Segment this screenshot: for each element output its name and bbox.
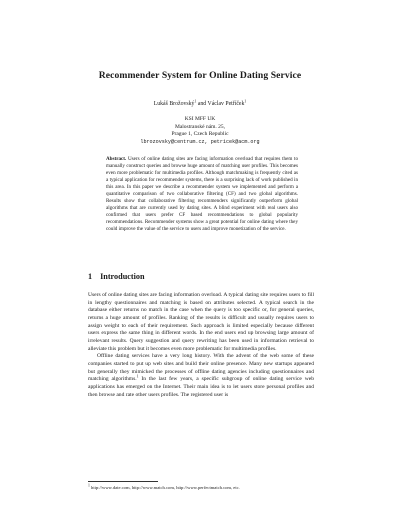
author-conjunction: and — [196, 101, 208, 107]
paragraph-text: In the last few years, a specific subgroup of online dating service web applications has emerged on the Internet. Their main idea is to let users store personal profiles and then browse and rate other users profiles. The registered user is — [88, 376, 314, 398]
footnote-mark: 1 — [88, 483, 90, 488]
affiliation-mark: 1 — [194, 99, 197, 104]
section-body — [88, 292, 314, 399]
footnote-divider — [88, 481, 158, 482]
paragraph-text: Offline dating services have a very long history. With the advent of the web some of these companies started to put up web sites and build their online presence. Many new startups appeared but generally they mimicked the processes of offline dating agencies including questionnaires and matching algorithms. — [88, 353, 314, 383]
abstract-label: Abstract. — [106, 156, 127, 162]
author-name: Václav Petříček — [207, 101, 245, 107]
section-heading — [88, 272, 145, 281]
section-title: Introduction — [100, 272, 145, 281]
footnote-text: http://www.date.com, http://www.match.com, http://www.perfectmatch.com, etc. — [89, 485, 240, 490]
abstract — [106, 156, 298, 232]
paper-title: Recommender System for Online Dating Service — [98, 70, 302, 81]
affiliation-city: Prague 1, Czech Republic — [171, 131, 229, 138]
author-emails: lbrozovsky@centrum.cz, petricek@acm.org — [140, 138, 260, 145]
paragraph — [88, 353, 314, 399]
paragraph: Users of online dating sites are facing information overload. A typical dating site requires users to fill in lengthy questionnaires and matching is based on attributes selected. A typical search in the database either returns no match in the case when the query is too specific or, for general queries, returns a huge amount of profiles. Ranking of the results is difficult and usually requires users to assign weight to each of their requirement. Such approach is limited especially because different users express the same thing in different words. In the end users end up browsing large amount of irrelevant results. Query suggestion and query rewriting has been used in information retrieval to alleviate this problem but it becomes even more problematic for multimedia profiles. — [88, 292, 314, 352]
section-number: 1 — [88, 272, 93, 281]
affiliation-block — [0, 116, 400, 146]
author-name: Lukáš Brožovský — [153, 101, 195, 107]
author-line — [0, 101, 400, 107]
affiliation-mark: 1 — [244, 99, 247, 104]
footnote-mark: 1 — [136, 374, 139, 379]
footnote — [88, 485, 314, 491]
affiliation-org: KSI MFF UK — [184, 116, 216, 122]
affiliation-street: Malostranské nám. 25, — [174, 123, 226, 130]
abstract-text: Users of online dating sites are facing information overload that requires them to manually construct queries and browse huge amount of matching user profiles. This becomes even more problematic for multimedia profiles. Although matchmaking is frequently cited as a typical application for recommender systems, there is a surprising lack of work published in this area. In this paper we describe a recommender system we implemented and perform a quantitative comparison of two collaborative filtering (CF) and two global algorithms. Results show that collaborative filtering recommenders significantly outperform global algorithms that are currently used by dating sites. A blind experiment with real users also confirmed that users prefer CF based recommendations to global popularity recommendations. Recommender systems show a great potential for online dating where they could improve the value of the service to users and improve monetization of the service. — [106, 156, 298, 232]
